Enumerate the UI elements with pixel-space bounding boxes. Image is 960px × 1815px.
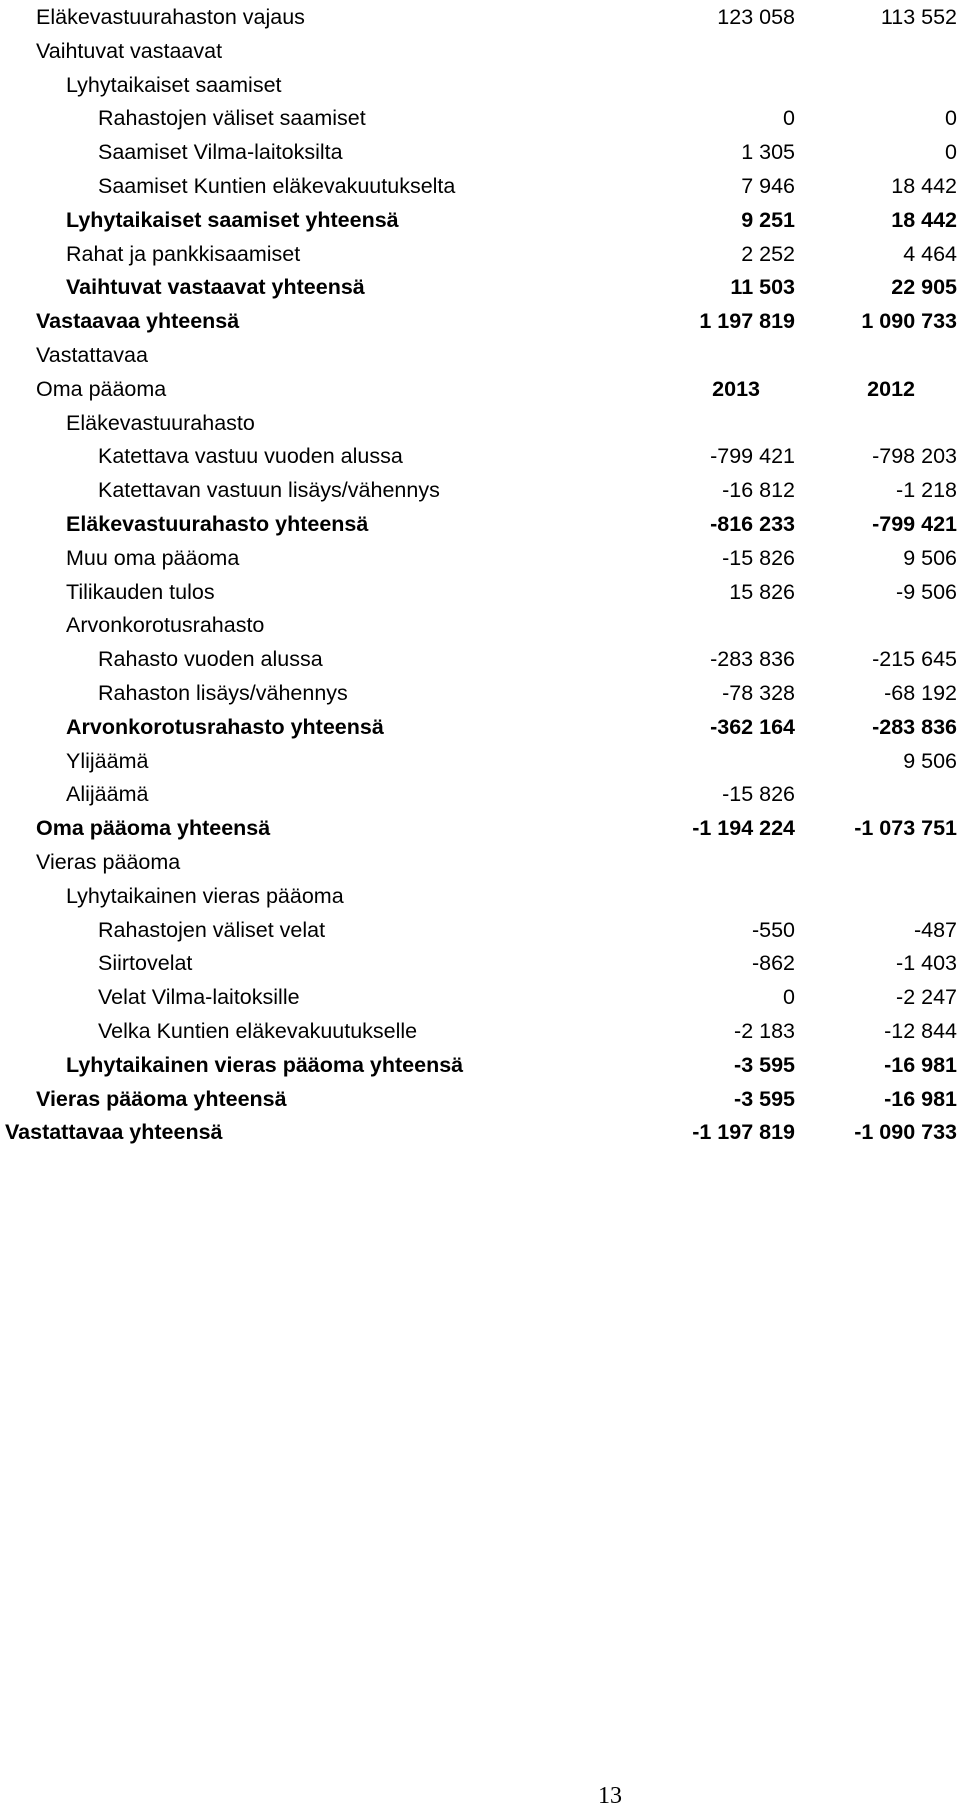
table-row — [0, 1014, 960, 1048]
value-2012: 9 506 — [903, 748, 957, 773]
value-2013: -78 328 — [722, 681, 795, 705]
value-2013: 11 503 — [730, 275, 795, 300]
value-2012: 0 — [945, 140, 957, 165]
value-2012: -798 203 — [872, 444, 957, 469]
table-row — [0, 845, 960, 879]
value-2013: 7 946 — [741, 174, 795, 198]
total-row — [0, 1115, 960, 1149]
row-label: Vastattavaa yhteensä — [5, 1120, 223, 1145]
value-2013: -2 183 — [734, 1019, 795, 1043]
value-2012: 0 — [945, 106, 957, 131]
row-label: Vieras pääoma yhteensä — [36, 1086, 287, 1111]
value-2013: -1 194 224 — [692, 816, 795, 841]
table-row — [0, 338, 960, 372]
table-row — [0, 913, 960, 947]
value-2012: -16 981 — [884, 1052, 957, 1077]
row-label: Lyhytaikaiset saamiset yhteensä — [66, 207, 399, 232]
row-label: Rahasto vuoden alussa — [98, 647, 323, 672]
row-label: Vieras pääoma — [36, 850, 181, 874]
row-label: Rahastojen väliset velat — [98, 917, 326, 942]
table-row — [0, 237, 960, 271]
table-row — [0, 777, 960, 811]
value-2013: 15 826 — [729, 579, 795, 604]
total-row — [0, 710, 960, 744]
value-2013: 0 — [783, 985, 795, 1010]
value-2013: -3 595 — [734, 1052, 795, 1077]
page-number: 13 — [598, 1783, 622, 1809]
value-2013: -283 836 — [710, 647, 795, 672]
value-2013: -799 421 — [710, 444, 795, 469]
value-2012: -16 981 — [884, 1086, 957, 1111]
value-2013: -1 197 819 — [692, 1120, 795, 1145]
value-2012: -799 421 — [872, 512, 957, 536]
row-label: Muu oma pääoma — [66, 545, 240, 570]
table-row — [0, 608, 960, 642]
table-row — [0, 676, 960, 710]
row-label: Rahaston lisäys/vähennys — [98, 681, 348, 705]
table-row — [0, 744, 960, 778]
value-2013: 1 197 819 — [699, 309, 795, 334]
table-row — [0, 406, 960, 440]
table-row — [0, 135, 960, 169]
row-label: Vastattavaa — [36, 343, 148, 367]
row-label: Rahastojen väliset saamiset — [98, 106, 366, 131]
value-2012: -283 836 — [872, 714, 957, 739]
year-2012-header: 2012 — [867, 376, 915, 401]
value-2012: 9 506 — [903, 545, 957, 570]
table-row — [0, 0, 960, 34]
total-row — [0, 507, 960, 541]
row-label: Eläkevastuurahasto yhteensä — [66, 512, 369, 536]
total-row — [0, 1082, 960, 1116]
value-2012: -9 506 — [896, 579, 957, 604]
value-2013: -3 595 — [734, 1086, 795, 1111]
total-row — [0, 270, 960, 304]
value-2012: -1 073 751 — [854, 816, 957, 841]
column-header-row — [0, 372, 960, 406]
table-row — [0, 980, 960, 1014]
value-2012: -1 403 — [896, 951, 957, 976]
value-2012: -68 192 — [884, 681, 957, 705]
table-row — [0, 575, 960, 609]
value-2013: -15 826 — [722, 545, 795, 570]
year-2013-header: 2013 — [712, 376, 760, 401]
row-label: Arvonkorotusrahasto yhteensä — [66, 714, 384, 739]
row-label: Katettavan vastuun lisäys/vähennys — [98, 478, 440, 503]
total-row — [0, 203, 960, 237]
row-label: Alijäämä — [66, 782, 149, 807]
value-2013: -550 — [751, 917, 795, 942]
value-2013: 0 — [783, 106, 795, 131]
value-2012: 1 090 733 — [861, 309, 957, 334]
table-row — [0, 473, 960, 507]
table-row — [0, 68, 960, 102]
row-label: Rahat ja pankkisaamiset — [66, 241, 301, 266]
table-row — [0, 541, 960, 575]
row-label: Vaihtuvat vastaavat — [36, 38, 223, 63]
value-2012: 22 905 — [891, 275, 957, 300]
row-label: Katettava vastuu vuoden alussa — [98, 444, 403, 469]
value-2012: -1 090 733 — [854, 1120, 957, 1145]
value-2013: -816 233 — [710, 512, 795, 536]
row-label: Lyhytaikainen vieras pääoma yhteensä — [66, 1052, 464, 1077]
value-2013: -862 — [751, 951, 795, 976]
row-label: Eläkevastuurahaston vajaus — [36, 5, 305, 29]
row-label: Velka Kuntien eläkevakuutukselle — [98, 1019, 418, 1043]
value-2012: 4 464 — [903, 241, 957, 266]
row-label: Vastaavaa yhteensä — [36, 309, 240, 334]
table-row — [0, 642, 960, 676]
row-label: Velat Vilma-laitoksille — [98, 985, 300, 1010]
row-label: Oma pääoma yhteensä — [36, 816, 271, 841]
row-label: Saamiset Vilma-laitoksilta — [98, 140, 343, 165]
value-2013: -16 812 — [722, 478, 795, 503]
row-label: Eläkevastuurahasto — [66, 410, 255, 435]
value-2013: -15 826 — [722, 782, 795, 807]
table-row — [0, 879, 960, 913]
row-label: Saamiset Kuntien eläkevakuutukselta — [98, 174, 456, 198]
value-2012: -2 247 — [896, 985, 957, 1010]
value-2013: 2 252 — [741, 241, 795, 266]
value-2013: -362 164 — [710, 714, 795, 739]
table-row — [0, 946, 960, 980]
total-row — [0, 304, 960, 338]
table-row — [0, 101, 960, 135]
value-2012: -12 844 — [884, 1019, 957, 1043]
value-2013: 9 251 — [741, 207, 795, 232]
value-2013: 123 058 — [717, 5, 795, 29]
row-label: Lyhytaikainen vieras pääoma — [66, 883, 344, 908]
table-row — [0, 34, 960, 68]
value-2013: 1 305 — [741, 140, 795, 165]
table-row — [0, 169, 960, 203]
row-label: Oma pääoma — [36, 376, 167, 401]
row-label: Ylijäämä — [66, 748, 149, 773]
table-row — [0, 439, 960, 473]
value-2012: -487 — [913, 917, 957, 942]
value-2012: -215 645 — [872, 647, 957, 672]
row-label: Tilikauden tulos — [66, 579, 215, 604]
value-2012: 113 552 — [880, 5, 957, 29]
value-2012: 18 442 — [891, 174, 957, 198]
total-row — [0, 1048, 960, 1082]
value-2012: -1 218 — [896, 478, 957, 503]
row-label: Siirtovelat — [98, 951, 193, 976]
row-label: Vaihtuvat vastaavat yhteensä — [66, 275, 365, 300]
row-label: Arvonkorotusrahasto — [66, 613, 265, 638]
row-label: Lyhytaikaiset saamiset — [66, 72, 282, 97]
total-row — [0, 811, 960, 845]
value-2012: 18 442 — [891, 207, 957, 232]
